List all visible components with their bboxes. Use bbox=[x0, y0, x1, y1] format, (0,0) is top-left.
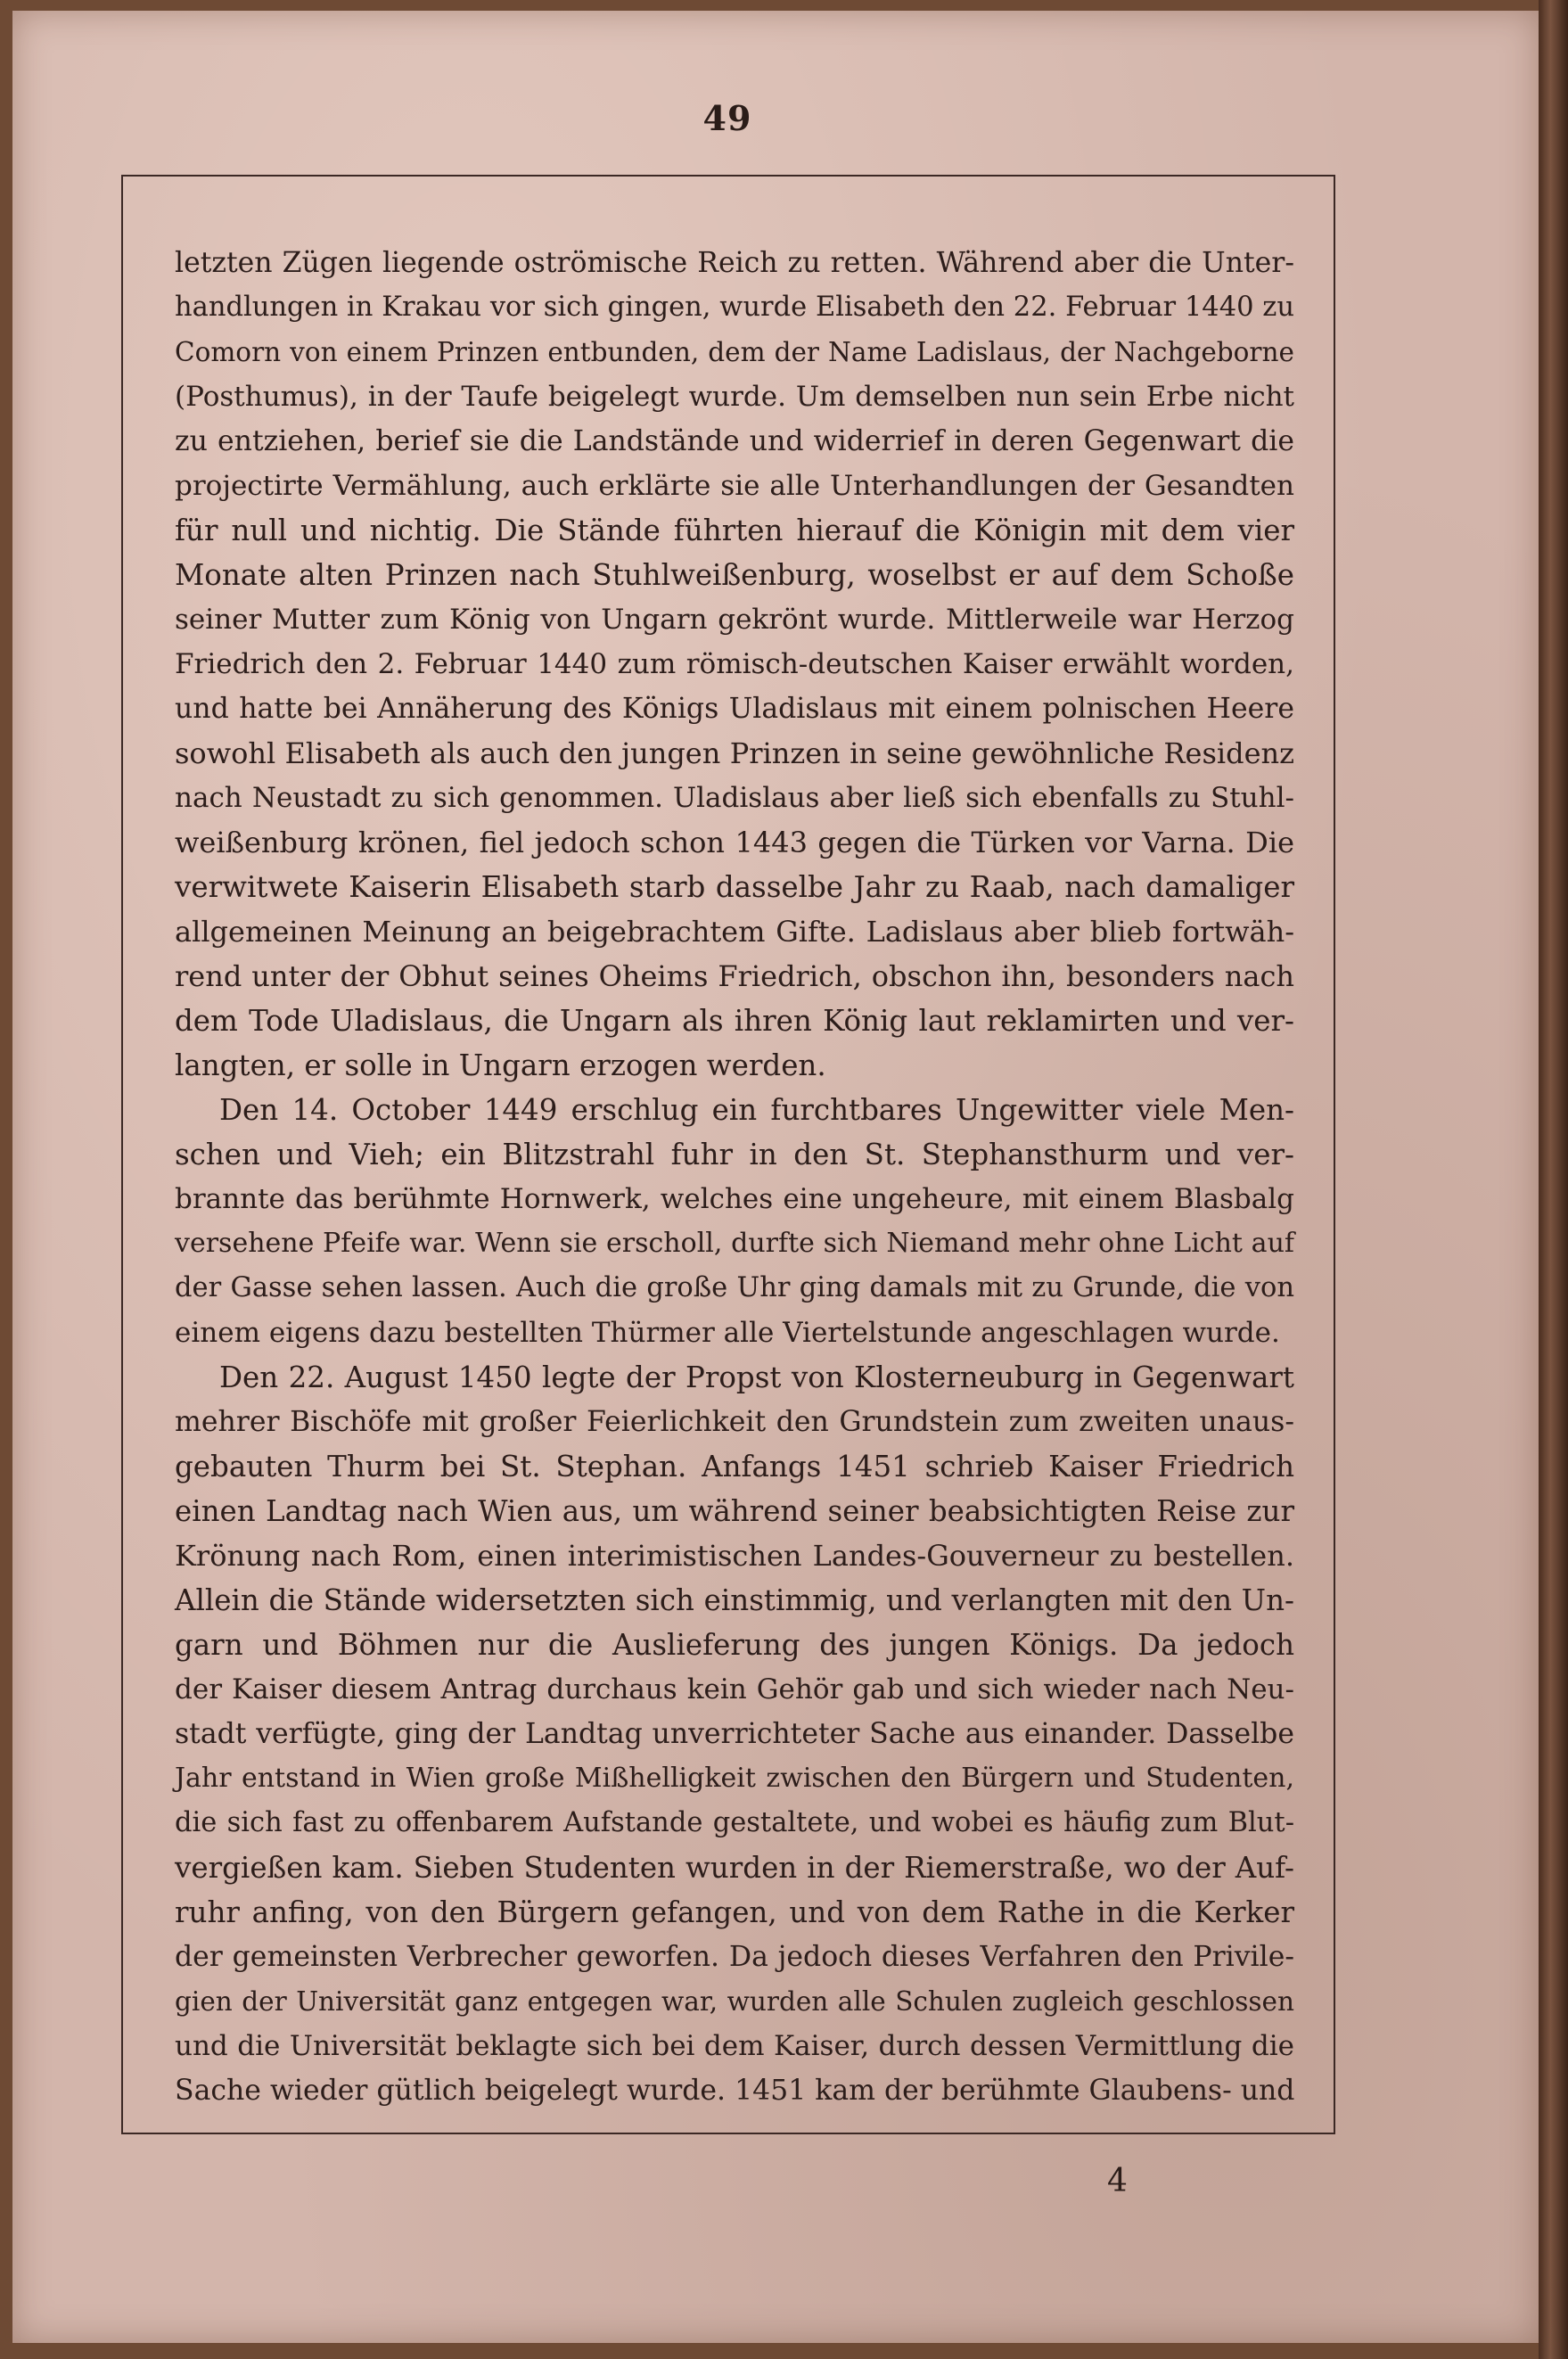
text-line: gien der Universität ganz entgegen war, wurden alle Schulen zugleich geschlossen bbox=[175, 1986, 1294, 2017]
text-line: Jahr entstand in Wien große Mißhelligkeit zwischen den Bürgern und Studenten, bbox=[175, 1763, 1294, 1794]
text-line: und hatte bei Annäherung des Königs Uladislaus mit einem polnischen Heere bbox=[175, 693, 1294, 725]
text-line: handlungen in Krakau vor sich gingen, wurde Elisabeth den 22. Februar 1440 zu bbox=[175, 292, 1294, 323]
text-line: einem eigens dazu bestellten Thürmer alle Viertelstunde angeschlagen wurde. bbox=[175, 1317, 1280, 1349]
signature-mark: 4 bbox=[1107, 2163, 1128, 2199]
page-number: 49 bbox=[702, 98, 752, 138]
text-line: Monate alten Prinzen nach Stuhlweißenburg, woselbst er auf dem Schoße bbox=[175, 558, 1294, 592]
text-line: für null und nichtig. Die Stände führten hierauf die Königin mit dem vier bbox=[175, 514, 1294, 547]
text-line: versehene Pfeife war. Wenn sie erscholl, durfte sich Niemand mehr ohne Licht auf bbox=[175, 1228, 1294, 1259]
text-line: der gemeinsten Verbrecher geworfen. Da jedoch dieses Verfahren den Privile- bbox=[175, 1941, 1294, 1973]
text-line: rend unter der Obhut seines Oheims Friedrich, obschon ihn, besonders nach bbox=[175, 959, 1294, 993]
text-line: verwitwete Kaiserin Elisabeth starb dasselbe Jahr zu Raab, nach damaliger bbox=[175, 870, 1294, 904]
text-line: sowohl Elisabeth als auch den jungen Prinzen in seine gewöhnliche Residenz bbox=[175, 736, 1294, 770]
text-line: projectirte Vermählung, auch erklärte sie alle Unterhandlungen der Gesandten bbox=[175, 470, 1294, 502]
text-line: allgemeinen Meinung an beigebrachtem Gifte. Ladislaus aber blieb fortwäh- bbox=[175, 915, 1294, 949]
text-line: Krönung nach Rom, einen interimistischen Landes-Gouverneur zu bestellen. bbox=[175, 1539, 1294, 1573]
paragraph-start-line: Den 22. August 1450 legte der Propst von Klosterneuburg in Gegenwart bbox=[219, 1360, 1294, 1394]
book-spine bbox=[1539, 0, 1568, 2359]
book-page bbox=[12, 11, 1539, 2343]
text-line: garn und Böhmen nur die Auslieferung des jungen Königs. Da jedoch bbox=[175, 1628, 1294, 1662]
text-line: Comorn von einem Prinzen entbunden, dem der Name Ladislaus, der Nachgeborne bbox=[175, 337, 1294, 367]
text-line: schen und Vieh; ein Blitzstrahl fuhr in den St. Stephansthurm und ver- bbox=[175, 1138, 1294, 1171]
text-line: und die Universität beklagte sich bei dem Kaiser, durch dessen Vermittlung die bbox=[175, 2030, 1294, 2062]
text-line: gebauten Thurm bei St. Stephan. Anfangs 1451 schrieb Kaiser Friedrich bbox=[175, 1450, 1294, 1484]
body-text bbox=[175, 241, 1294, 2113]
text-line: der Kaiser diesem Antrag durchaus kein Gehör gab und sich wieder nach Neu- bbox=[175, 1673, 1294, 1706]
text-line: seiner Mutter zum König von Ungarn gekrönt wurde. Mittlerweile war Herzog bbox=[175, 604, 1294, 636]
text-line: ruhr anfing, von den Bürgern gefangen, und von dem Rathe in die Kerker bbox=[175, 1895, 1294, 1929]
text-line: mehrer Bischöfe mit großer Feierlichkeit den Grundstein zum zweiten unaus- bbox=[175, 1406, 1294, 1438]
text-line: Allein die Stände widersetzten sich einstimmig, und verlangten mit den Un- bbox=[175, 1583, 1294, 1617]
text-line: weißenburg krönen, fiel jedoch schon 1443 gegen die Türken vor Varna. Die bbox=[175, 826, 1294, 859]
text-line: zu entziehen, berief sie die Landstände und widerrief in deren Gegenwart die bbox=[175, 425, 1294, 457]
paragraph-start-line: Den 14. October 1449 erschlug ein furchtbares Ungewitter viele Men- bbox=[219, 1093, 1294, 1127]
text-line: Friedrich den 2. Februar 1440 zum römisch-deutschen Kaiser erwählt worden, bbox=[175, 648, 1294, 680]
text-line: Sache wieder gütlich beigelegt wurde. 1451 kam der berühmte Glaubens- und bbox=[175, 2075, 1295, 2107]
text-line: vergießen kam. Sieben Studenten wurden in der Riemerstraße, wo der Auf- bbox=[175, 1851, 1294, 1885]
text-line: der Gasse sehen lassen. Auch die große Uhr ging damals mit zu Grunde, die von bbox=[175, 1272, 1294, 1303]
text-line: stadt verfügte, ging der Landtag unverrichteter Sache aus einander. Dasselbe bbox=[175, 1718, 1294, 1750]
text-line: einen Landtag nach Wien aus, um während seiner beabsichtigten Reise zur bbox=[175, 1494, 1294, 1528]
text-line: die sich fast zu offenbarem Aufstande gestaltete, und wobei es häufig zum Blut- bbox=[175, 1807, 1294, 1838]
text-line: brannte das berühmte Hornwerk, welches eine ungeheure, mit einem Blasbalg bbox=[175, 1183, 1294, 1215]
text-line: dem Tode Uladislaus, die Ungarn als ihren König laut reklamirten und ver- bbox=[175, 1004, 1294, 1038]
text-line: letzten Zügen liegende oströmische Reich zu retten. Während aber die Unter- bbox=[175, 247, 1294, 279]
text-line: (Posthumus), in der Taufe beigelegt wurde. Um demselben nun sein Erbe nicht bbox=[175, 381, 1294, 413]
text-line: nach Neustadt zu sich genommen. Uladislaus aber ließ sich ebenfalls zu Stuhl- bbox=[175, 782, 1294, 814]
text-line: langten, er solle in Ungarn erzogen werden. bbox=[175, 1048, 826, 1082]
